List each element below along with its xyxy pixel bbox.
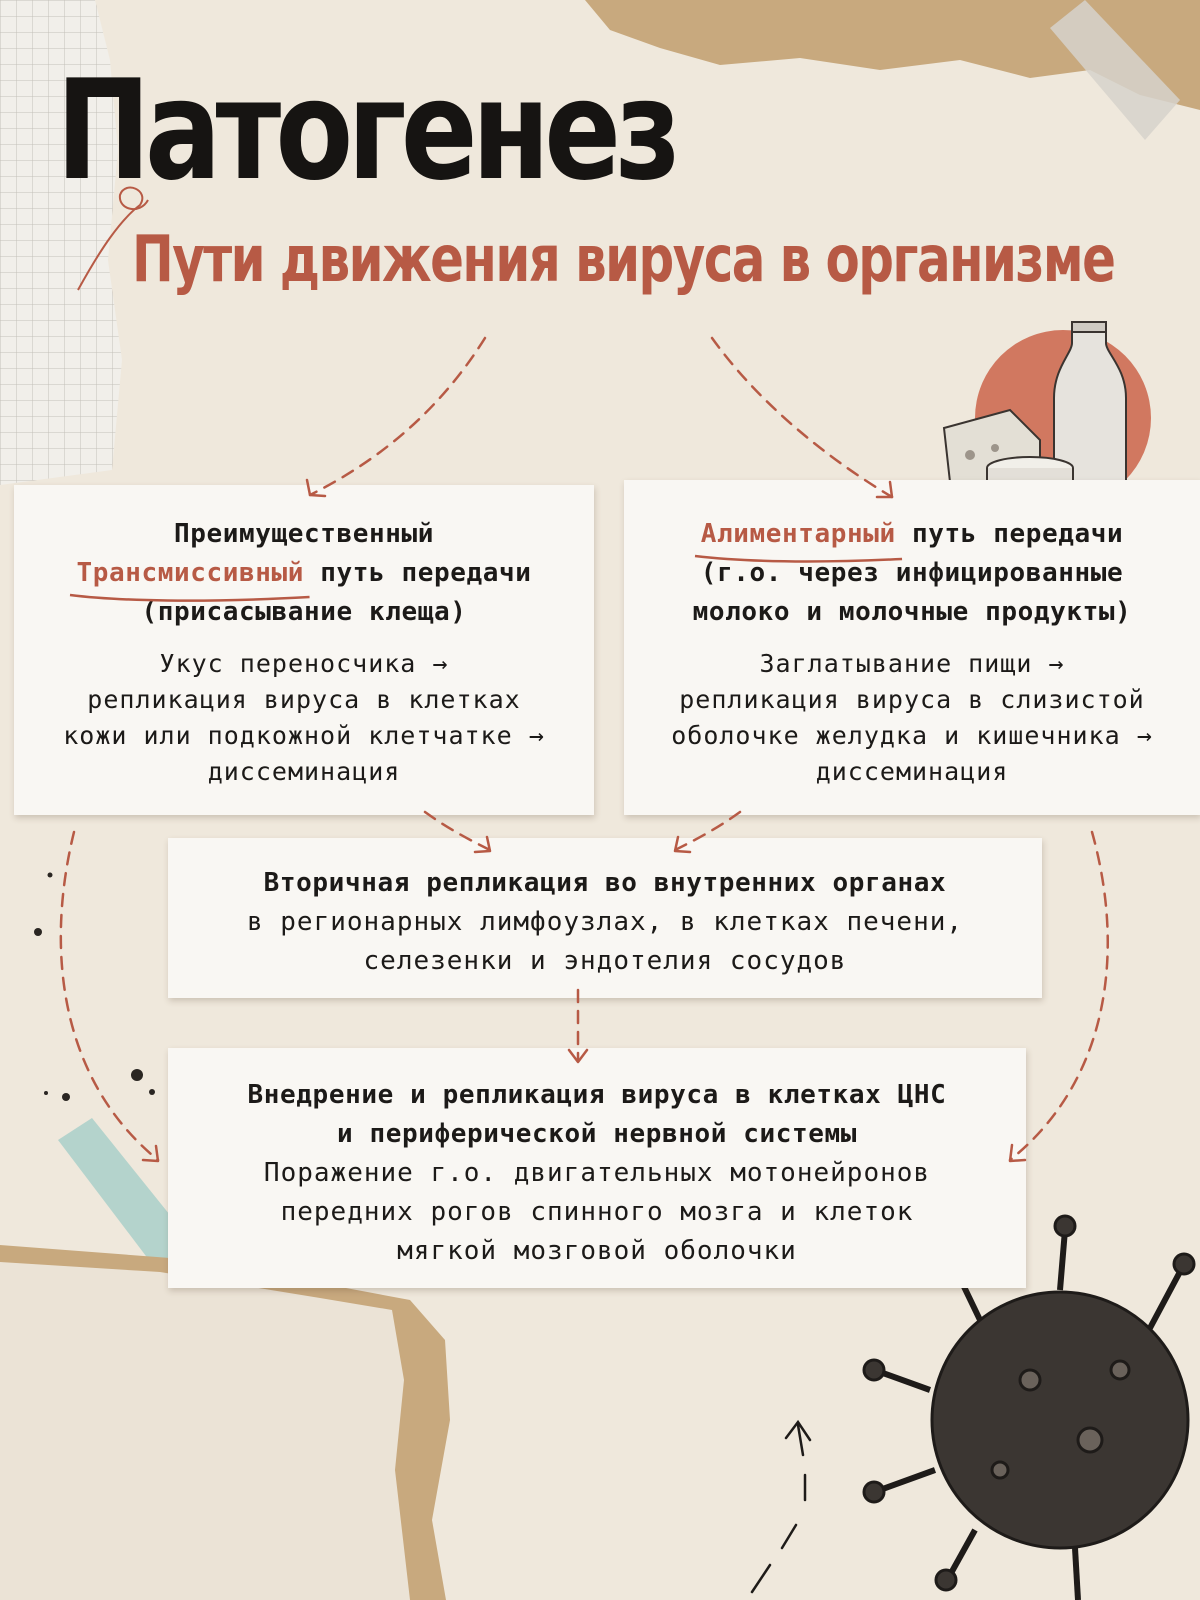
transmissive-route-card bbox=[14, 485, 594, 815]
secondary-replication-heading: Вторичная репликация во внутренних органах bbox=[263, 868, 947, 898]
cns-invasion-heading: Внедрение и репликация вируса в клетках ЦНС и периферической нервной системы bbox=[247, 1080, 947, 1149]
page-title: Патогенез bbox=[56, 50, 676, 211]
hand-underline bbox=[70, 589, 310, 605]
transmissive-route-heading: Преимущественный Трансмиссивный путь передачи (присасывание клеща) bbox=[14, 515, 594, 632]
cns-invasion-card bbox=[168, 1048, 1026, 1288]
alimentary-route-description: Заглатывание пищи → репликация вируса в слизистой оболочке желудка и кишечника → диссеминация bbox=[671, 649, 1153, 786]
transmissive-highlight: Трансмиссивный bbox=[76, 554, 304, 593]
cns-invasion-description: Поражение г.о. двигательных мотонейронов передних рогов спинного мозга и клеток мягкой мозговой оболочки bbox=[263, 1158, 931, 1266]
alimentary-route-heading: Алиментарный путь передачи (г.о. через инфицированные молоко и молочные продукты) bbox=[624, 515, 1200, 632]
secondary-replication-description: в регионарных лимфоузлах, в клетках печени, селезенки и эндотелия сосудов bbox=[246, 907, 964, 976]
secondary-replication-card bbox=[168, 838, 1042, 998]
transmissive-route-description: Укус переносчика → репликация вируса в клетках кожи или подкожной клетчатке → диссеминация bbox=[63, 649, 545, 786]
paper-scrap-bottom bbox=[0, 1262, 410, 1600]
hand-underline bbox=[695, 550, 902, 566]
page-subtitle: Пути движения вируса в организме bbox=[132, 223, 1115, 297]
alimentary-route-card bbox=[624, 480, 1200, 815]
alimentary-highlight: Алиментарный bbox=[701, 515, 896, 554]
